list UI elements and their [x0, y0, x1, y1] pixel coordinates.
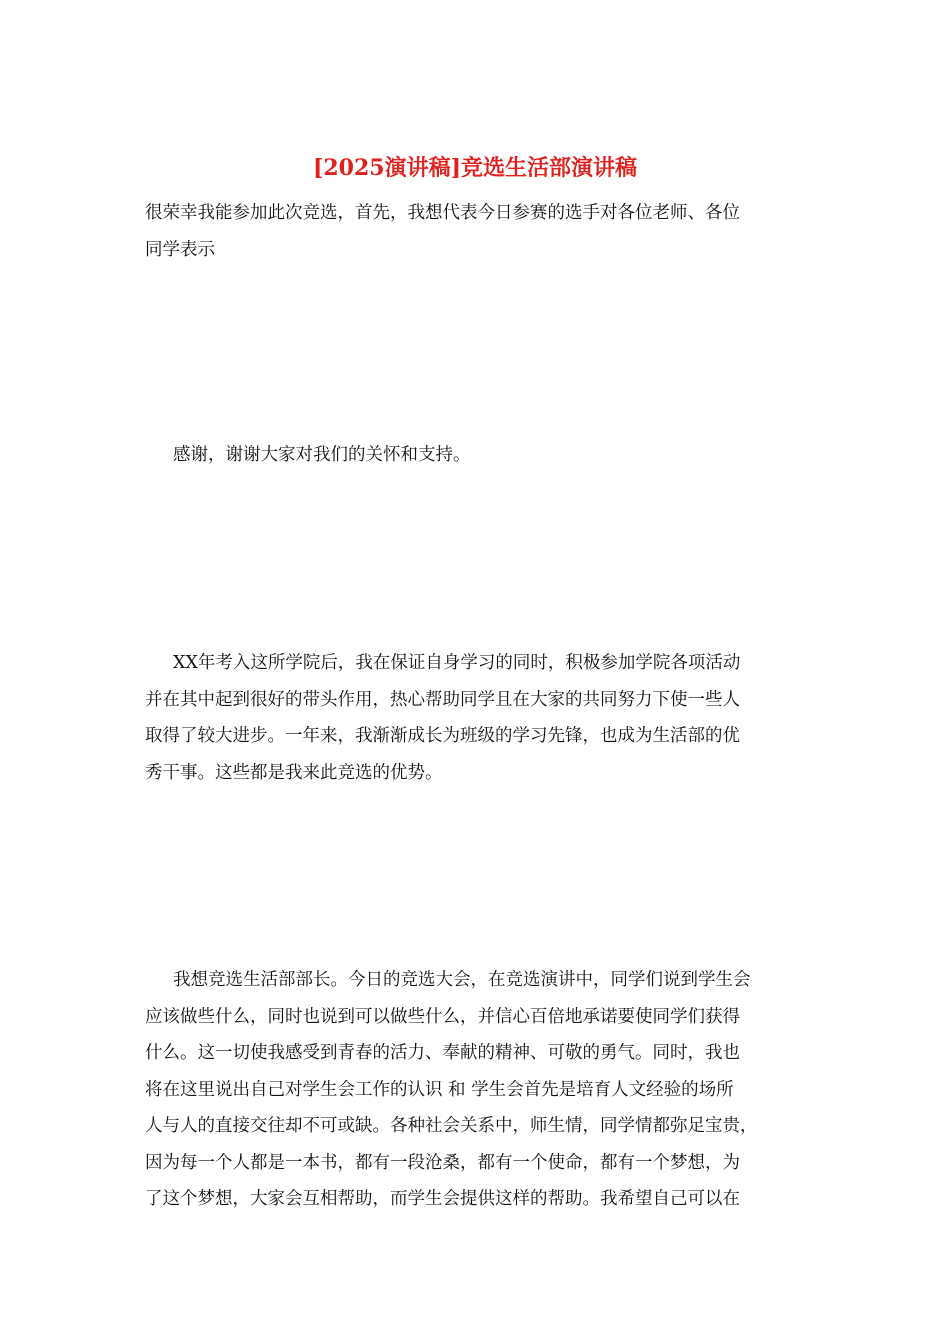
paragraph-line: 因为每一个人都是一本书，都有一段沧桑，都有一个使命，都有一个梦想，为 [145, 1152, 740, 1173]
paragraph-thanks [145, 437, 805, 474]
paragraph-line: 我想竞选生活部部长。今日的竞选大会，在竞选演讲中，同学们说到学生会 [173, 970, 751, 990]
paragraph-line: XX年考入这所学院后，我在保证自身学习的同时，积极参加学院各项活动 [173, 653, 741, 673]
paragraph-line: 应该做些什么，同时也说到可以做些什么，并信心百倍地承诺要使同学们获得 [145, 1006, 740, 1027]
paragraph-line: 人与人的直接交往却不可或缺。各种社会关系中，师生情，同学情都弥足宝贵， [145, 1116, 758, 1136]
paragraph-line: 了这个梦想，大家会互相帮助，而学生会提供这样的帮助。我希望自己可以在 [145, 1189, 740, 1209]
paragraph-line: 秀干事。这些都是我来此竞选的优势。 [145, 762, 443, 783]
paragraph-line: 感谢，谢谢大家对我们的关怀和支持。 [173, 445, 471, 465]
paragraph-line: 什么。这一切使我感受到青春的活力、奉献的精神、可敬的勇气。同时，我也 [145, 1043, 740, 1063]
document-title: [2025演讲稿]竞选生活部演讲稿 [312, 155, 638, 181]
paragraph-background [145, 645, 805, 791]
paragraph-line: 并在其中起到很好的带头作用，热心帮助同学且在大家的共同努力下使一些人 [145, 689, 740, 710]
paragraph-line: 将在这里说出自己对学生会工作的认识 和 学生会首先是培育人文经验的场所 [145, 1079, 734, 1100]
paragraph-line: 同学表示 [145, 239, 215, 260]
paragraph-line: 取得了较大进步。一年来，我渐渐成长为班级的学习先锋，也成为生活部的优 [145, 726, 740, 746]
paragraph-line: 很荣幸我能参加此次竞选，首先，我想代表今日参赛的选手对各位老师、各位 [145, 203, 740, 223]
paragraph-opening [145, 195, 805, 268]
paragraph-candidacy [145, 962, 805, 1218]
